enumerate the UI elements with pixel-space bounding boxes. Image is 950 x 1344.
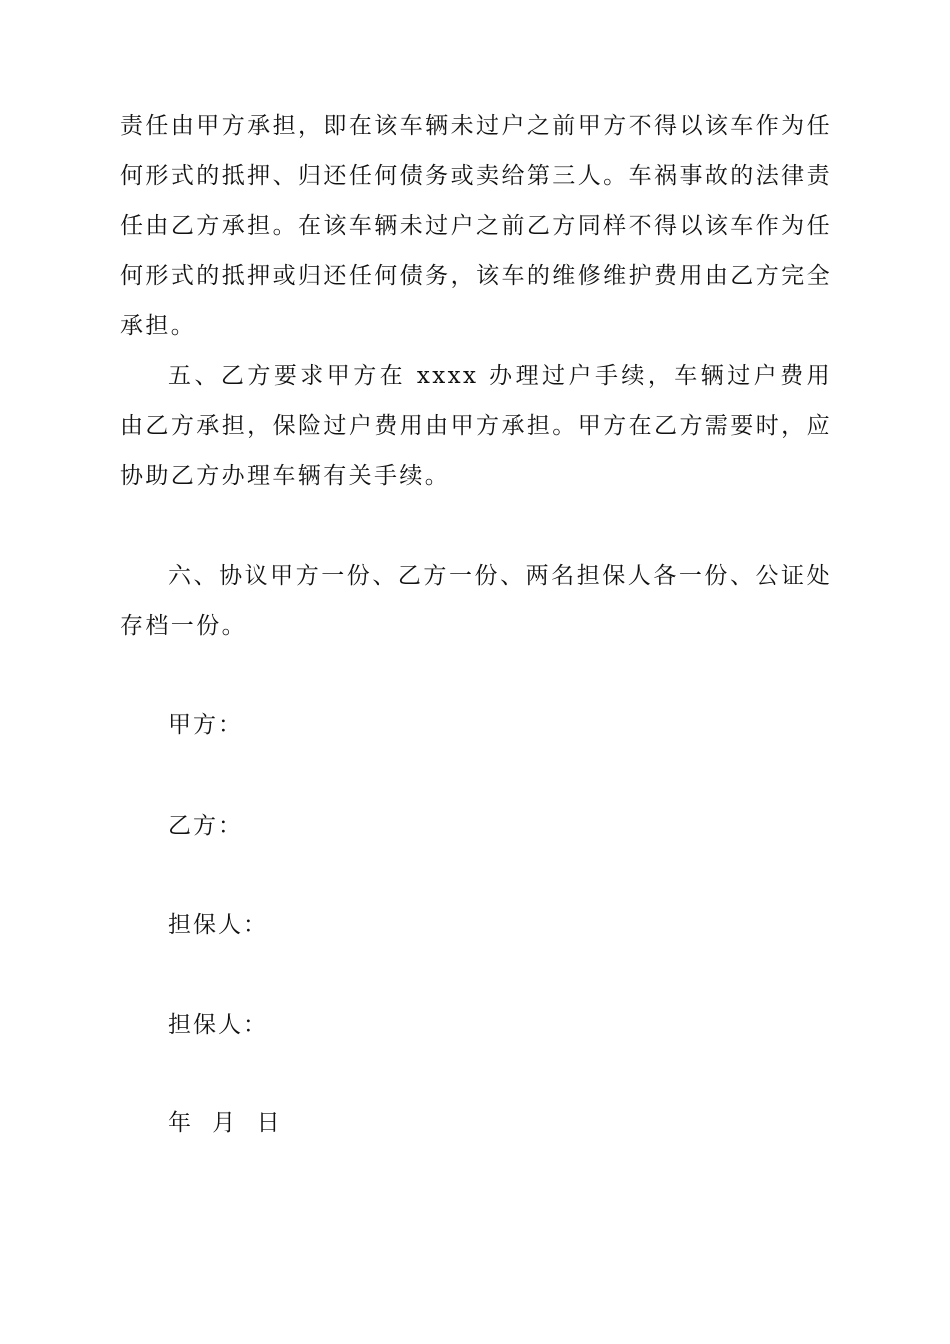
signature-guarantor-2: 担保人： <box>168 1012 268 1038</box>
signature-guarantor-1: 担保人： <box>168 912 268 938</box>
signature-date: 年 月 日 <box>168 1110 282 1136</box>
paragraph-clause-five: 五、乙方要求甲方在 xxxx 办理过户手续，车辆过户费用由乙方承担，保险过户费用由甲方承担。甲方在乙方需要时，应协助乙方办理车辆有关手续。 <box>120 363 832 489</box>
signature-party-a: 甲方： <box>168 712 243 738</box>
paragraph-clause-six: 六、协议甲方一份、乙方一份、两名担保人各一份、公证处存档一份。 <box>120 563 832 639</box>
signature-party-b: 乙方： <box>168 813 243 839</box>
paragraph-liability: 责任由甲方承担，即在该车辆未过户之前甲方不得以该车作为任何形式的抵押、归还任何债务或卖给第三人。车祸事故的法律责任由乙方承担。在该车辆未过户之前乙方同样不得以该车作为任何形式的抵押或归还任何债务，该车的维修维护费用由乙方完全承担。 <box>120 113 832 339</box>
